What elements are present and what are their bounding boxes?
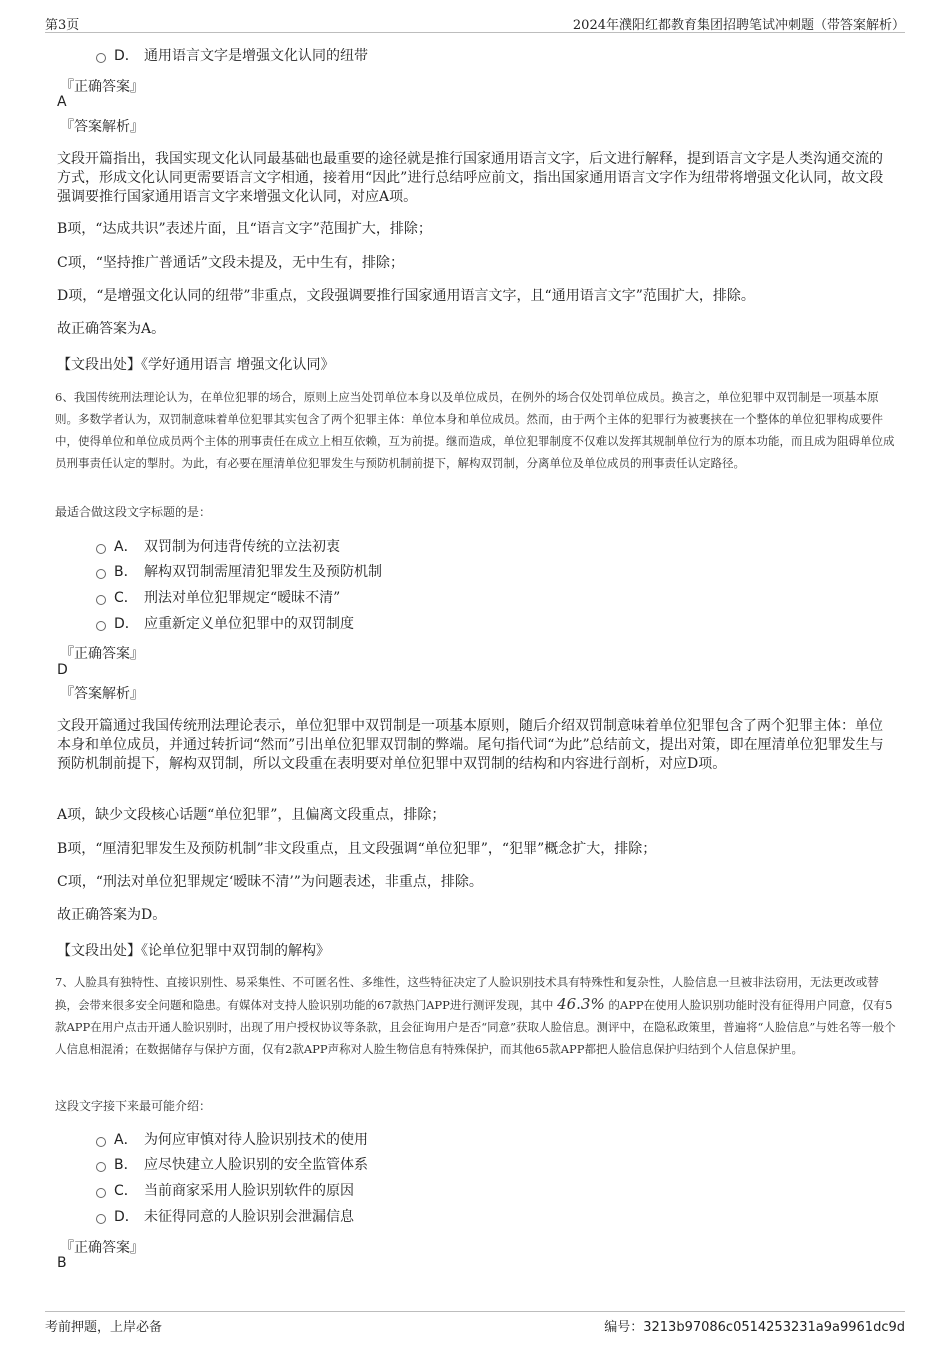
- q7-prompt: 这段文字接下来最可能介绍：: [55, 1099, 212, 1113]
- q6-text: 6、我国传统刑法理论认为，在单位犯罪的场合，原则上应当处罚单位本身以及单位成员，在例外的场合仅处罚单位成员。换言之，单位犯罪中双罚制是一项基本原则。多数学者认为，双罚制意味着单位犯罪其实包含了两个犯罪主体：单位本身和单位成员。然而，由于两个主体的犯罪行为被裹挟在一个整体的单位犯罪构成要件中，使得单位和单位成员两个主体的刑事责任在成立上相互依赖，互为前提。继而造成，单位犯罪制度不仅难以发挥其规制单位行为的原本功能，而且成为阻碍单位成员刑事责任认定的掣肘。为此，有必要在厘清单位犯罪发生与预防机制前提下，解构双罚制，分离单位及单位成员的刑事责任认定路径。: [55, 390, 895, 470]
- correct-answer-label: 『正确答案』: [60, 646, 144, 662]
- q7-text: 7、人脸具有独特性、直接识别性、易采集性、不可匿名性、多维性，这些特征决定了人脸识别技术具有特殊性和复杂性，人脸信息一旦被非法窃用，无法更改或替换，会带来很多安全问题和隐患。有媒体对支持人脸识别功能的67款热门APP进行测评发现，其中 46.3% 的APP在使用人脸识别功能时没有征得用户同意，仅有5款APP在用户点击开通人脸识别时，出现了用户授权协议等条款，且会征询用户是否“同意”获取人脸信息。测评中，在隐私政策里，普遍将“人脸信息”与姓名等一般个人信息相混淆；在数据储存与保护方面，仅有2款APP声称对人脸生物信息有特殊保护，而其他65款APP都把人脸信息保护归结到个人信息保护里。: [55, 975, 896, 1056]
- page-header: [45, 12, 905, 33]
- footer-code: 编号：3213b97086c0514253231a9a9961dc9d: [604, 1320, 905, 1335]
- document-title: 2024年濮阳红都教育集团招聘笔试冲刺题（带答案解析）: [572, 18, 905, 33]
- q5-answer: A: [57, 94, 67, 110]
- q7-option-d[interactable]: D． 未征得同意的人脸识别会泄漏信息: [96, 1207, 354, 1227]
- q5-option-d[interactable]: D． 通用语言文字是增强文化认同的纽带: [96, 46, 368, 66]
- radio-icon[interactable]: [96, 1137, 106, 1147]
- q5-conclusion: 故正确答案为A。: [57, 321, 166, 337]
- radio-icon[interactable]: [96, 1214, 106, 1224]
- radio-icon[interactable]: [96, 1188, 106, 1198]
- page-footer: [45, 1311, 905, 1334]
- q6-source: 【文段出处】《论单位犯罪中双罚制的解构》: [57, 943, 330, 959]
- radio-icon[interactable]: [96, 544, 106, 554]
- q5-analysis-main: 文段开篇指出，我国实现文化认同最基础也最重要的途径就是推行国家通用语言文字，后文进行解释，提到语言文字是人类沟通交流的方式，形成文化认同更需要语言文字相通，接着用“因此”进行总结呼应前文，指出国家通用语言文字作为纽带将增强文化认同，故文段强调要推行国家通用语言文字来增强文化认同，对应A项。: [57, 151, 884, 205]
- q7-answer: B: [57, 1255, 67, 1271]
- analysis-label: 『答案解析』: [60, 119, 144, 135]
- radio-icon[interactable]: [96, 595, 106, 605]
- q5-analysis-b: B项，“达成共识”表述片面，且“语言文字”范围扩大，排除；: [57, 221, 432, 237]
- percent-value: 46.3%: [557, 995, 605, 1013]
- correct-answer-label: 『正确答案』: [60, 1240, 144, 1256]
- q6-conclusion: 故正确答案为D。: [57, 907, 167, 923]
- q7-option-a[interactable]: A． 为何应审慎对待人脸识别技术的使用: [96, 1130, 368, 1150]
- q6-analysis-a: A项，缺少文段核心话题“单位犯罪”，且偏离文段重点，排除；: [57, 807, 446, 823]
- q6-analysis-b: B项，“厘清犯罪发生及预防机制”非文段重点，且文段强调“单位犯罪”，“犯罪”概念扩大，排除；: [57, 841, 657, 857]
- q6-answer: D: [57, 662, 68, 678]
- radio-icon[interactable]: [96, 569, 106, 579]
- footer-slogan: 考前押题，上岸必备: [45, 1320, 163, 1335]
- q6-option-b[interactable]: B． 解构双罚制需厘清犯罪发生及预防机制: [96, 562, 382, 582]
- q7-option-c[interactable]: C． 当前商家采用人脸识别软件的原因: [96, 1181, 354, 1201]
- q6-analysis-main: 文段开篇通过我国传统刑法理论表示，单位犯罪中双罚制是一项基本原则，随后介绍双罚制意味着单位犯罪包含了两个犯罪主体：单位本身和单位成员，并通过转折词“然而”引出单位犯罪双罚制的弊端。尾句指代词“为此”总结前文，提出对策，即在厘清单位犯罪发生与预防机制前提下，解构双罚制，所以文段重在表明要对单位犯罪中双罚制的结构和内容进行剖析，对应D项。: [57, 718, 884, 772]
- q6-analysis-c: C项，“刑法对单位犯罪规定‘暧昧不清’”为问题表述，非重点，排除。: [57, 874, 483, 890]
- q5-analysis-c: C项，“坚持推广普通话”文段未提及，无中生有，排除；: [57, 255, 405, 271]
- radio-icon[interactable]: [96, 1162, 106, 1172]
- q7-option-b[interactable]: B． 应尽快建立人脸识别的安全监管体系: [96, 1155, 368, 1175]
- radio-icon[interactable]: [96, 621, 106, 631]
- q6-option-a[interactable]: A． 双罚制为何违背传统的立法初衷: [96, 537, 340, 557]
- q5-analysis-d: D项，“是增强文化认同的纽带”非重点，文段强调要推行国家通用语言文字，且“通用语言文字”范围扩大，排除。: [57, 288, 755, 304]
- radio-icon[interactable]: [96, 53, 106, 63]
- analysis-label: 『答案解析』: [60, 686, 144, 702]
- q6-option-c[interactable]: C． 刑法对单位犯罪规定“暧昧不清”: [96, 588, 340, 608]
- q6-option-d[interactable]: D． 应重新定义单位犯罪中的双罚制度: [96, 614, 354, 634]
- page-number: 第3页: [45, 18, 80, 33]
- correct-answer-label: 『正确答案』: [60, 79, 144, 95]
- q6-prompt: 最适合做这段文字标题的是：: [55, 505, 212, 519]
- q5-source: 【文段出处】《学好通用语言 增强文化认同》: [57, 357, 335, 373]
